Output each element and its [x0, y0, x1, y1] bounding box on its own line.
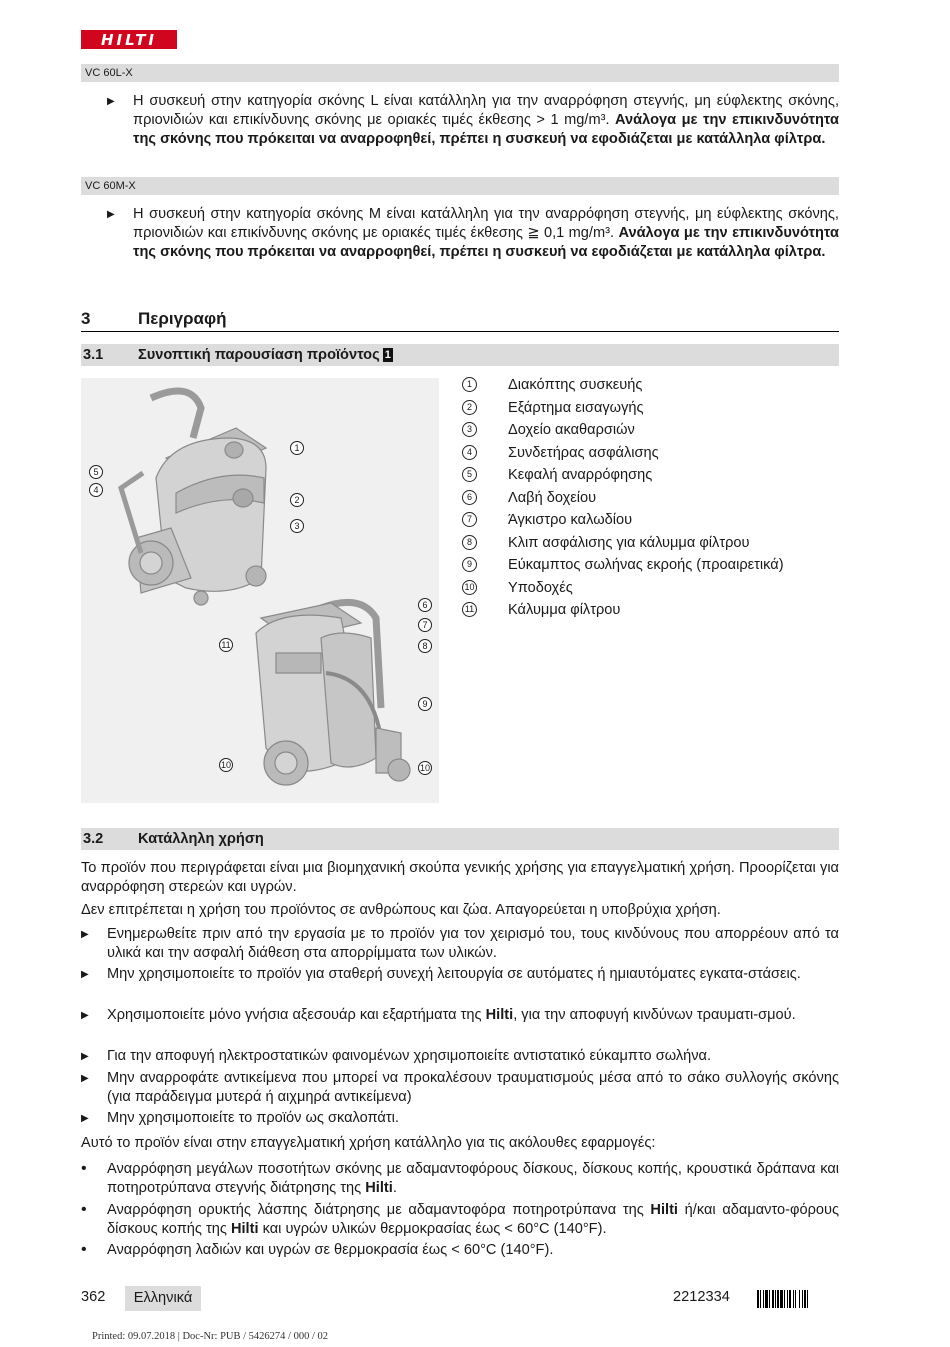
bullet-text: Μην χρησιμοποιείτε το προϊόν για σταθερή συνεχή λειτουργία σε αυτόματες ή ημιαυτόματες εγκατα-στάσεις. [107, 966, 801, 982]
paragraph: Το προϊόν που περιγράφεται είναι μια βιομηχανική σκούπα γενικής χρήσης για επαγγελματική χρήση. Προορίζεται για αναρρόφηση στερεών και υγρών. [81, 860, 839, 895]
legend-item [462, 397, 842, 420]
bullet-triangle-icon: ▶ [81, 929, 89, 940]
bullet-triangle-icon: ▶ [107, 96, 115, 107]
legend-number: 1 [462, 377, 477, 392]
subsection-3-2 [81, 828, 839, 850]
callout-2: 2 [290, 493, 304, 507]
product-figure [81, 378, 439, 803]
callout-3: 3 [290, 519, 304, 533]
bullet-item [81, 1006, 839, 1025]
legend-label: Λαβή δοχείου [508, 489, 597, 506]
dot-text: . [392, 1180, 397, 1196]
barcode-bar [808, 1290, 810, 1308]
dot-text: και υγρών υλικών θερμοκρασίας έως < 60°C (140°F). [258, 1221, 607, 1237]
legend-label: Κεφαλή αναρρόφησης [508, 467, 653, 483]
legend-item [462, 599, 842, 622]
warning-text: Η συσκευή στην κατηγορία σκόνης L είναι κατάλληλη για την αναρρόφηση στεγνής, μη εύφλεκτης σκόνης, πριονιδιών και επικίνδυνης σκόνης με οριακές τιμές έκθεσης > 1 mg/m³. [133, 93, 839, 128]
bullet-text: Μην αναρροφάτε αντικείμενα που μπορεί να προκαλέσουν τραυματισμούς μέσα από το σάκο συλλογής σκόνης (για παράδειγμα μυτερά ή αιχμηρά αντικείμενα) [107, 1070, 839, 1105]
vacuum-illustration [81, 378, 439, 803]
figure-ref: 1 [384, 349, 391, 361]
bullet-item [81, 925, 839, 963]
callout-10b: 10 [419, 763, 430, 773]
callout-1: 1 [290, 441, 304, 455]
bullet-dot-icon: • [81, 1241, 87, 1258]
legend-number: 2 [462, 400, 477, 415]
doc-number: 2212334 [673, 1289, 730, 1305]
legend-item [462, 554, 842, 577]
legend-label: Υποδοχές [508, 579, 573, 596]
callout-7: 7 [418, 618, 432, 632]
legend-label: Συνδετήρας ασφάλισης [508, 444, 659, 461]
bullet-text: Μην χρησιμοποιείτε το προϊόν ως σκαλοπάτι. [107, 1110, 399, 1126]
dot-item [81, 1241, 839, 1260]
bullet-dot-icon: • [81, 1201, 87, 1218]
legend-label: Κλιπ ασφάλισης για κάλυμμα φίλτρου [508, 534, 750, 551]
legend-number: 10 [462, 580, 477, 595]
legend-number: 6 [462, 490, 477, 505]
dot-item [81, 1201, 839, 1239]
legend-number: 11 [462, 602, 477, 617]
brand-name: Hilti [230, 1221, 259, 1237]
bullet-item [81, 965, 839, 984]
page-number: 362 [81, 1289, 106, 1305]
legend-item [462, 464, 842, 487]
callout-9: 9 [418, 697, 432, 711]
barcode [757, 1290, 839, 1308]
callout-11: 11 [219, 638, 233, 652]
bullet-text: Ενημερωθείτε πριν από την εργασία με το προϊόν για τον χειρισμό του, τους κινδύνους που απορρέουν από τα υλικά και την ασφαλή διάθεση στα απορρίμματα των υλικών. [107, 926, 839, 961]
warning-bold-text: Ανάλογα με την επικινδυνότητα της σκόνης που πρόκειται να αναρροφηθεί, πρέπει η συσκευή να εφοδιάζεται με κατάλληλα φίλτρα. [133, 225, 840, 260]
callout-4: 4 [89, 483, 103, 497]
bullet-item [81, 1047, 839, 1066]
legend-label: Δοχείο ακαθαρσιών [508, 422, 635, 438]
bullet-triangle-icon: ▶ [81, 1113, 89, 1124]
bullet-triangle-icon: ▶ [107, 209, 115, 220]
legend-item [462, 577, 842, 600]
bullet-dot-icon: • [81, 1160, 87, 1177]
language-label: Ελληνικά [125, 1286, 201, 1311]
logo-text: HILTI [100, 30, 158, 49]
dot-text: Αναρρόφηση ορυκτής λάσπης διάτρησης με αδαμαντοφόρα ποτηροτρύπανα της [107, 1202, 651, 1218]
figure-legend [462, 374, 842, 622]
legend-number: 3 [462, 422, 477, 437]
legend-number: 9 [462, 557, 477, 572]
brand-name: Hilti [365, 1180, 393, 1196]
dot-text: ή/και αδαμαντο-φόρους δίσκους κοπής της [107, 1202, 840, 1237]
model-bar-l: VC 60L-X [81, 64, 839, 82]
print-info: Printed: 09.07.2018 | Doc-Nr: PUB / 5426274 / 000 / 02 [92, 1331, 329, 1342]
legend-label: Εύκαμπτος σωλήνας εκροής (προαιρετικά) [508, 557, 784, 573]
bullet-text: , για την αποφυγή κινδύνων τραυματι-σμού. [513, 1007, 796, 1023]
warning-l [81, 92, 839, 149]
dot-text: Αναρρόφηση λαδιών και υγρών σε θερμοκρασία έως < 60°C (140°F). [107, 1242, 554, 1258]
legend-item [462, 442, 842, 465]
warning-text: Η συσκευή στην κατηγορία σκόνης M είναι κατάλληλη για την αναρρόφηση στεγνής, μη εύφλεκτης σκόνης, πριονιδιών και επικίνδυνης σκόνης με οριακές τιμές έκθεσης ≧ 0,1 mg/m³. [133, 206, 839, 241]
brand-name: Hilti [485, 1007, 514, 1023]
callout-8: 8 [418, 639, 432, 653]
subsection-title: Συνοπτική παρουσίαση προϊόντος [138, 347, 380, 363]
legend-label: Διακόπτης συσκευής [508, 377, 643, 393]
bullet-triangle-icon: ▶ [81, 1073, 89, 1084]
subsection-number: 3.1 [83, 347, 104, 363]
legend-item [462, 532, 842, 555]
legend-item [462, 419, 842, 442]
callout-5: 5 [89, 465, 103, 479]
bullet-item [81, 1069, 839, 1107]
legend-label: Άγκιστρο καλωδίου [508, 512, 633, 528]
bullet-text: Χρησιμοποιείτε μόνο γνήσια αξεσουάρ και εξαρτήματα της [107, 1007, 486, 1023]
legend-item [462, 487, 842, 510]
dot-text: Αναρρόφηση μεγάλων ποσοτήτων σκόνης με αδαμαντοφόρους δίσκους, δίσκους κοπής, κρουστικά δράπανα και ποτηροτρύπανα στεγνής διάτρησης της [107, 1161, 839, 1196]
legend-number: 5 [462, 467, 477, 482]
warning-bold-text: Ανάλογα με την επικινδυνότητα της σκόνης που πρόκειται να αναρροφηθεί, πρέπει η συσκευή να εφοδιάζεται με κατάλληλα φίλτρα. [133, 112, 839, 147]
callout-6: 6 [418, 598, 432, 612]
section-number: 3 [81, 309, 91, 328]
dot-item [81, 1160, 839, 1198]
legend-number: 4 [462, 445, 477, 460]
bullet-triangle-icon: ▶ [81, 969, 89, 980]
paragraph: Αυτό το προϊόν είναι στην επαγγελματική χρήση κατάλληλο για τις ακόλουθες εφαρμογές: [81, 1135, 656, 1151]
legend-number: 7 [462, 512, 477, 527]
model-bar-m: VC 60M-X [81, 177, 839, 195]
bullet-triangle-icon: ▶ [81, 1051, 89, 1062]
legend-label: Κάλυμμα φίλτρου [508, 602, 621, 618]
legend-number: 8 [462, 535, 477, 550]
brand-name: Hilti [650, 1202, 678, 1218]
callout-10a: 10 [220, 760, 231, 770]
subsection-title: Κατάλληλη χρήση [138, 831, 264, 847]
legend-item [462, 509, 842, 532]
paragraph: Δεν επιτρέπεται η χρήση του προϊόντος σε ανθρώπους και ζώα. Απαγορεύεται η υποβρύχια χρήση. [81, 902, 721, 918]
section-heading-3 [81, 307, 839, 332]
legend-item [462, 374, 842, 397]
bullet-triangle-icon: ▶ [81, 1010, 89, 1021]
subsection-3-1 [81, 344, 839, 366]
subsection-number: 3.2 [83, 831, 104, 847]
hilti-logo [81, 30, 177, 49]
bullet-text: Για την αποφυγή ηλεκτροστατικών φαινομένων χρησιμοποιείτε αντιστατικό εύκαμπτο σωλήνα. [107, 1048, 712, 1064]
legend-label: Εξάρτημα εισαγωγής [508, 399, 644, 416]
bullet-item [81, 1109, 839, 1128]
section-title: Περιγραφή [138, 309, 227, 328]
warning-m [81, 205, 839, 262]
